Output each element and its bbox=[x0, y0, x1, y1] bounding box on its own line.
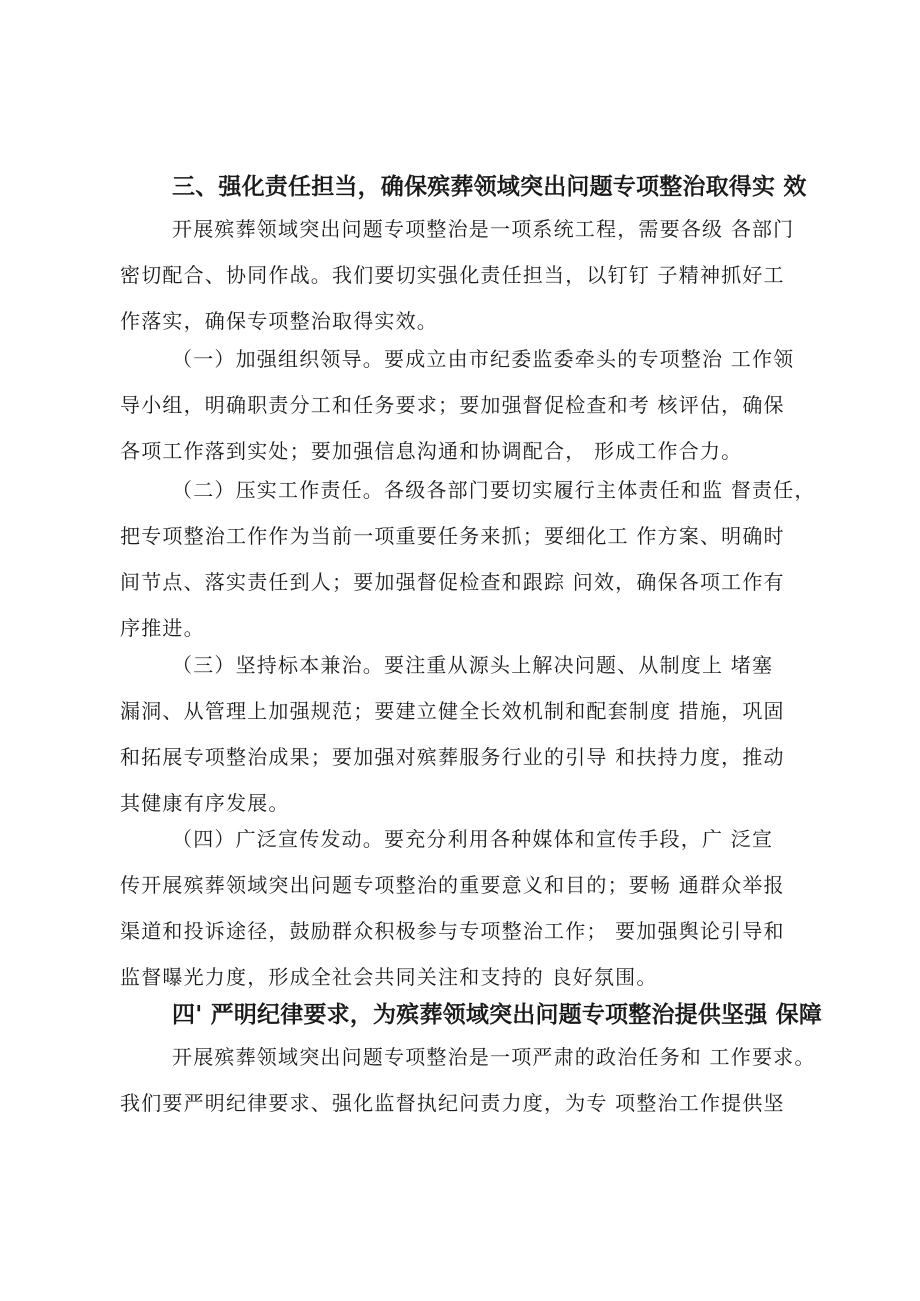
paragraph-line: 其健康有序发展。 bbox=[120, 791, 290, 815]
paragraph-line: （三）坚持标本兼治。要注重从源头上解决问题、从制度上 堵塞 bbox=[172, 653, 774, 677]
paragraph-line: 密切配合、协同作战。我们要切实强化责任担当，以钉钉 子精神抓好工 bbox=[120, 263, 785, 287]
section-heading-4: 四' 严明纪律要求，为殡葬领域突出问题专项整治提供坚强 保障 bbox=[172, 1002, 823, 1028]
paragraph-section-4-intro bbox=[120, 1034, 820, 1126]
paragraph-line: 传开展殡葬领域突出问题专项整治的重要意义和目的；要畅 通群众举报 bbox=[120, 873, 785, 897]
paragraph-line: 把专项整治工作作为当前一项重要任务来抓；要细化工 作方案、明确时 bbox=[120, 524, 785, 548]
paragraph-line: 渠道和投诉途径，鼓励群众积极参与专项整治工作； 要加强舆论引导和 bbox=[120, 919, 785, 943]
paragraph-item-1 bbox=[120, 336, 820, 474]
paragraph-line: （二）压实工作责任。各级各部门要切实履行主体责任和监 督责任， bbox=[172, 478, 816, 502]
paragraph-item-4 bbox=[120, 816, 820, 1000]
paragraph-line: 作落实，确保专项整治取得实效。 bbox=[120, 309, 438, 333]
paragraph-line: 和拓展专项整治成果；要加强对殡葬服务行业的引导 和扶持力度，推动 bbox=[120, 745, 785, 769]
paragraph-line: 开展殡葬领域突出问题专项整治是一项系统工程，需要各级 各部门 bbox=[172, 217, 795, 241]
paragraph-line: 各项工作落到实处；要加强信息沟通和协调配合， 形成工作合力。 bbox=[120, 439, 743, 463]
paragraph-line: 监督曝光力度，形成全社会共同关注和支持的 良好氛围。 bbox=[120, 965, 658, 989]
paragraph-line: 我们要严明纪律要求、强化监督执纪问责力度，为专 项整治工作提供坚 bbox=[120, 1091, 785, 1115]
paragraph-item-3 bbox=[120, 642, 820, 826]
paragraph-item-2 bbox=[120, 467, 820, 651]
paragraph-line: 间节点、落实责任到人；要加强督促检查和跟踪 问效，确保各项工作有 bbox=[120, 570, 785, 594]
paragraph-line: 开展殡葬领域突出问题专项整治是一项严肃的政治任务和 工作要求。 bbox=[172, 1045, 816, 1069]
paragraph-line: 漏洞、从管理上加强规范；要建立健全长效机制和配套制度 措施，巩固 bbox=[120, 699, 785, 723]
paragraph-line: 序推进。 bbox=[120, 616, 205, 640]
paragraph-intro bbox=[120, 206, 820, 344]
paragraph-line: （四）广泛宣传发动。要充分利用各种媒体和宣传手段，广 泛宣 bbox=[172, 827, 774, 851]
paragraph-line: （一）加强组织领导。要成立由市纪委监委牵头的专项整治 工作领 bbox=[172, 347, 795, 371]
paragraph-line: 导小组，明确职责分工和任务要求；要加强督促检查和考 核评估，确保 bbox=[120, 393, 785, 417]
section-heading-3: 三、强化责任担当，确保殡葬领域突出问题专项整治取得实 效 bbox=[172, 174, 807, 200]
